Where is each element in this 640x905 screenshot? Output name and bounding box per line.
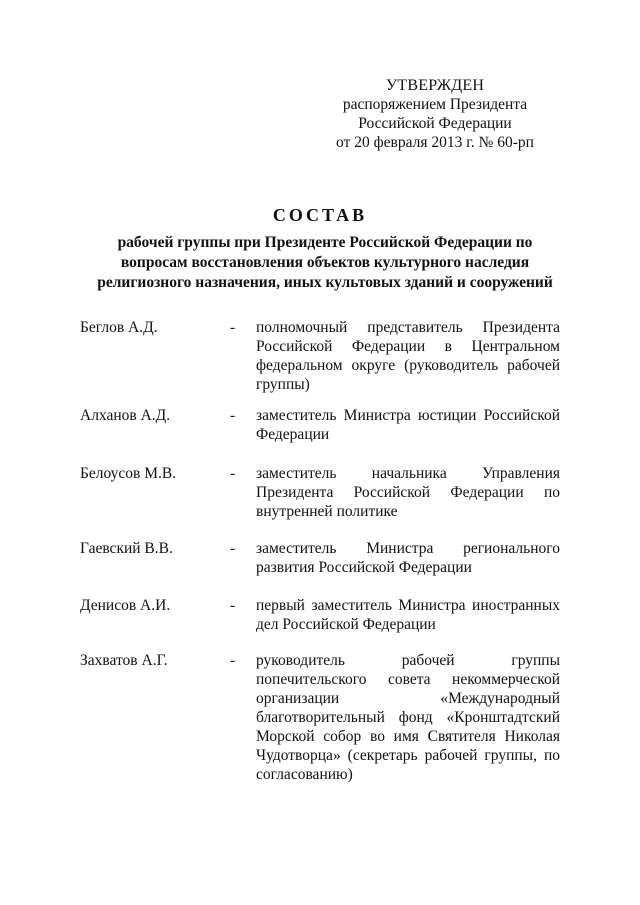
member-dash: -: [230, 597, 236, 614]
approval-stamp: [300, 76, 570, 152]
member-name: Беглов А.Д.: [80, 319, 158, 336]
member-role: руководитель рабочей группы попечительского совета некоммерческой организации «Международный благотворительный фонд «Кронштадтский Морской собор во имя Святителя Николая Чудотворца» (секретарь рабочей группы, по согласованию): [256, 652, 560, 783]
member-name: Гаевский В.В.: [80, 540, 173, 557]
approval-title: УТВЕРЖДЕН: [385, 77, 485, 94]
member-dash: -: [230, 540, 236, 557]
subtitle-line-3: религиозного назначения, иных культовых зданий и сооружений: [97, 274, 553, 291]
member-role: полномочный представитель Президента Российской Федерации в Центральном федеральном округе (руководитель рабочей группы): [256, 319, 560, 393]
member-name: Белоусов М.В.: [80, 465, 177, 482]
member-role: заместитель начальника Управления Президента Российской Федерации по внутренней политике: [256, 465, 560, 520]
member-dash: -: [230, 407, 236, 424]
member-name: Захватов А.Г.: [80, 652, 168, 669]
document-title: СОСТАВ: [272, 205, 368, 225]
approval-line-date: от 20 февраля 2013 г. № 60-рп: [336, 134, 534, 151]
approval-line-decree: распоряжением Президента: [342, 96, 528, 113]
member-dash: -: [230, 652, 236, 669]
member-dash: -: [230, 319, 236, 336]
document-subtitle: [60, 233, 590, 293]
member-name: Алханов А.Д.: [80, 407, 171, 424]
member-role: заместитель Министра юстиции Российской Федерации: [256, 407, 560, 443]
approval-line-country: Российской Федерации: [358, 115, 512, 132]
subtitle-line-1: рабочей группы при Президенте Российской Федерации по: [117, 234, 533, 251]
member-name: Денисов А.И.: [80, 597, 171, 614]
member-dash: -: [230, 465, 236, 482]
member-role: заместитель Министра регионального развития Российской Федерации: [256, 540, 560, 576]
member-role: первый заместитель Министра иностранных дел Российской Федерации: [256, 597, 560, 633]
subtitle-line-2: вопросам восстановления объектов культурного наследия: [120, 254, 530, 271]
